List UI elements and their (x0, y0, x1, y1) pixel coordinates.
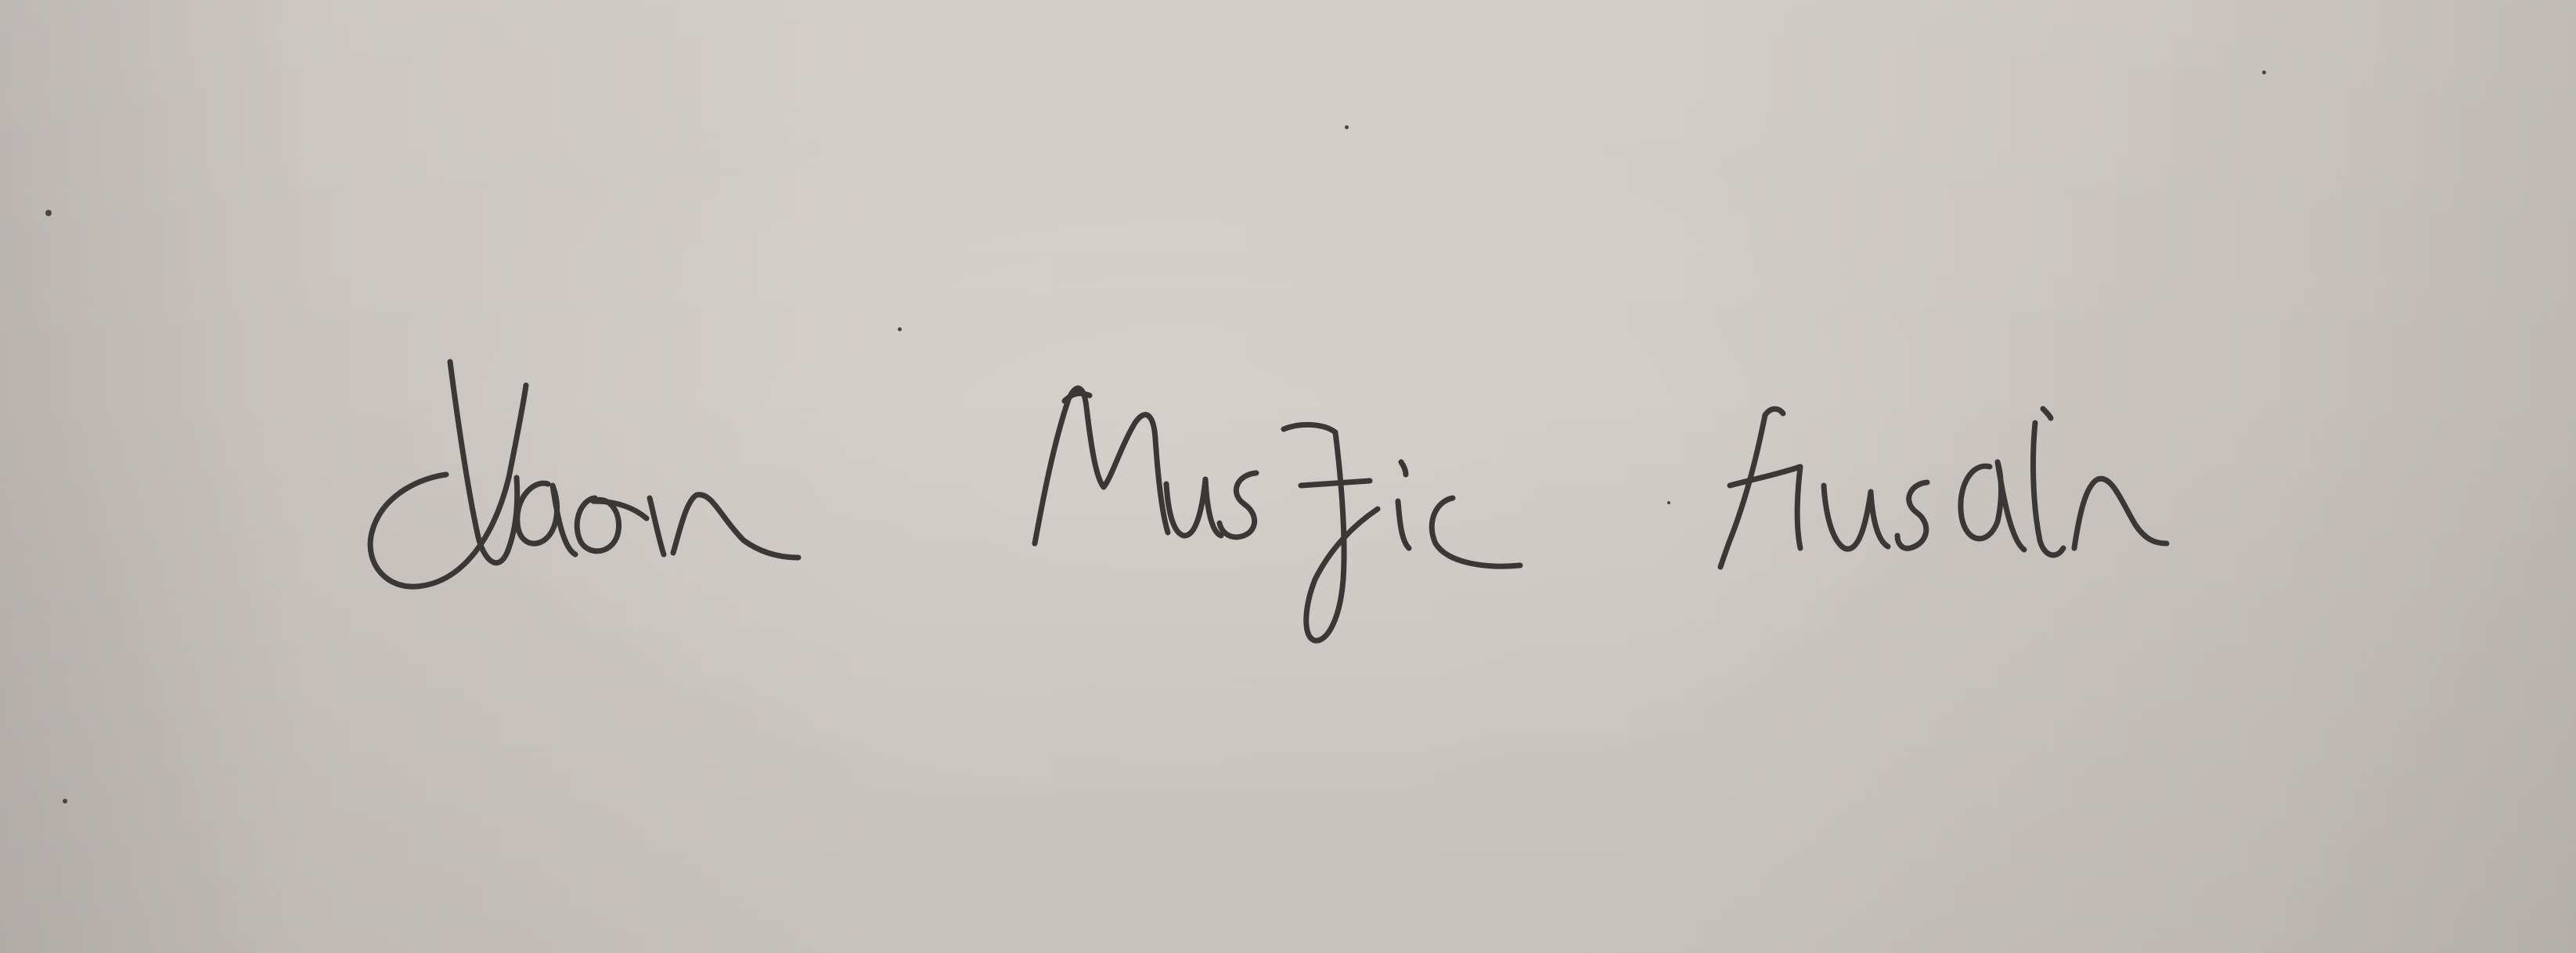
signature-stroke (1166, 479, 1221, 536)
signature-word-yasin (370, 362, 798, 587)
signature-stroke (1401, 462, 1406, 475)
signature-stroke (517, 483, 575, 554)
signature-stroke (1897, 482, 1927, 548)
signature-stroke (1961, 462, 2024, 550)
signature-stroke (450, 362, 517, 563)
signature-stroke (1035, 388, 1168, 543)
signature-stroke (1432, 498, 1520, 566)
signature-stroke (1765, 409, 1783, 415)
signature-stroke (1824, 486, 1888, 549)
signature-stroke (1301, 481, 1370, 486)
signature-stroke (2043, 409, 2051, 418)
signature-stroke (1398, 501, 1409, 548)
signature-stroke (1720, 415, 1765, 567)
signature-stroke (2034, 423, 2063, 555)
signature-word-husain (1720, 409, 2167, 567)
signature-stroke (1284, 424, 1378, 641)
signature-word-musfiq (1035, 388, 1520, 641)
signature-stroke (1220, 473, 1256, 537)
signature-stroke (673, 495, 798, 558)
signature-stroke (2074, 478, 2167, 548)
signature-stroke (650, 498, 664, 554)
signature-stroke (577, 498, 647, 551)
